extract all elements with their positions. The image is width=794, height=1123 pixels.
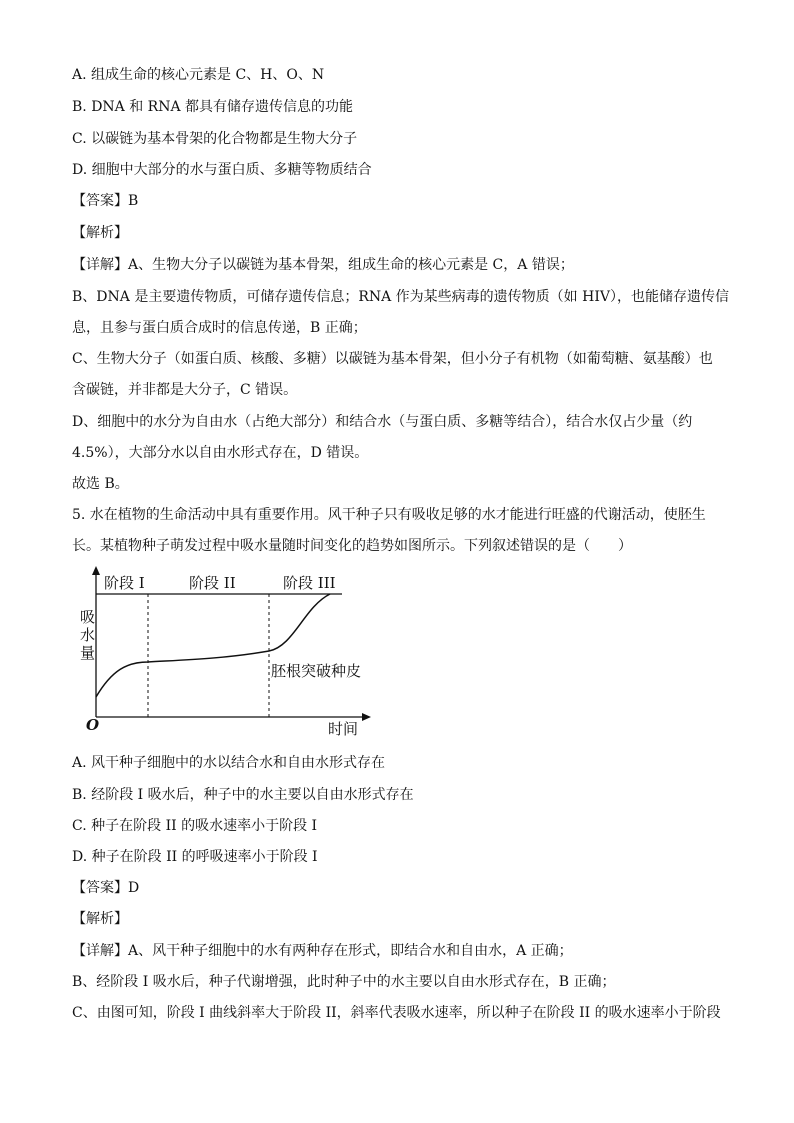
detail-line-b-2: 息，且参与蛋白质合成时的信息传递，B 正确；	[72, 320, 367, 336]
analysis-heading: 【解析】	[72, 225, 128, 241]
origin-label: O	[86, 716, 100, 734]
q5-detail-line-c: C、由图可知，阶段 I 曲线斜率大于阶段 II，斜率代表吸水速率，所以种子在阶段 II 的吸水速率小于阶段	[72, 1005, 721, 1021]
q5-option-a: A. 风干种子细胞中的水以结合水和自由水形式存在	[72, 755, 386, 771]
q5-detail-line-a: 【详解】A、风干种子细胞中的水有两种存在形式，即结合水和自由水，A 正确；	[72, 943, 573, 959]
q5-analysis-heading: 【解析】	[72, 911, 128, 927]
question-5-stem-2: 长。某植物种子萌发过程中吸水量随时间变化的趋势如图所示。下列叙述错误的是（ ）	[72, 538, 632, 554]
detail-line-a: 【详解】A、生物大分子以碳链为基本骨架，组成生命的核心元素是 C，A 错误；	[72, 257, 574, 273]
q5-detail-line-b: B、经阶段 I 吸水后，种子代谢增强，此时种子中的水主要以自由水形式存在，B 正确；	[72, 974, 616, 990]
detail-line-d-1: D、细胞中的水分为自由水（占绝大部分）和结合水（与蛋白质、多糖等结合），结合水仅占少量（约	[72, 414, 693, 430]
detail-line-d-2: 4.5%），大部分水以自由水形式存在，D 错误。	[72, 445, 369, 461]
stage-3-label: 阶段 III	[283, 574, 336, 592]
answer-label: 【答案】B	[72, 193, 139, 209]
x-axis-arrow	[362, 713, 371, 721]
question-5-stem-1: 5. 水在植物的生命活动中具有重要作用。风干种子只有吸收足够的水才能进行旺盛的代谢活动，使胚生	[72, 507, 706, 523]
y-axis-arrow	[92, 566, 100, 575]
stage-1-label: 阶段 I	[104, 574, 145, 592]
option-b: B. DNA 和 RNA 都具有储存遗传信息的功能	[72, 99, 354, 115]
y-axis-label-2: 水	[80, 626, 96, 644]
radicle-annotation: 胚根突破种皮	[271, 662, 362, 680]
water-absorption-figure	[72, 562, 382, 742]
y-axis-label-3: 量	[80, 644, 96, 662]
detail-line-b-1: B、DNA 是主要遗传物质，可储存遗传信息；RNA 作为某些病毒的遗传物质（如 HIV），也能储存遗传信	[72, 289, 729, 305]
conclusion: 故选 B。	[72, 476, 129, 492]
stage-2-label: 阶段 II	[189, 574, 236, 592]
detail-line-c-1: C、生物大分子（如蛋白质、核酸、多糖）以碳链为基本骨架，但小分子有机物（如葡萄糖、氨基酸）也	[72, 351, 713, 367]
q5-option-d: D. 种子在阶段 II 的呼吸速率小于阶段 I	[72, 849, 318, 865]
option-d: D. 细胞中大部分的水与蛋白质、多糖等物质结合	[72, 162, 372, 178]
x-axis-label: 时间	[328, 720, 359, 738]
q5-answer-label: 【答案】D	[72, 880, 140, 896]
option-c: C. 以碳链为基本骨架的化合物都是生物大分子	[72, 131, 358, 147]
option-a: A. 组成生命的核心元素是 C、H、O、N	[72, 67, 325, 83]
q5-option-b: B. 经阶段 I 吸水后，种子中的水主要以自由水形式存在	[72, 787, 414, 803]
absorption-curve	[96, 594, 330, 697]
q5-option-c: C. 种子在阶段 II 的吸水速率小于阶段 I	[72, 818, 318, 834]
detail-line-c-2: 含碳链，并非都是大分子，C 错误。	[72, 382, 298, 398]
y-axis-label-1: 吸	[80, 608, 96, 626]
